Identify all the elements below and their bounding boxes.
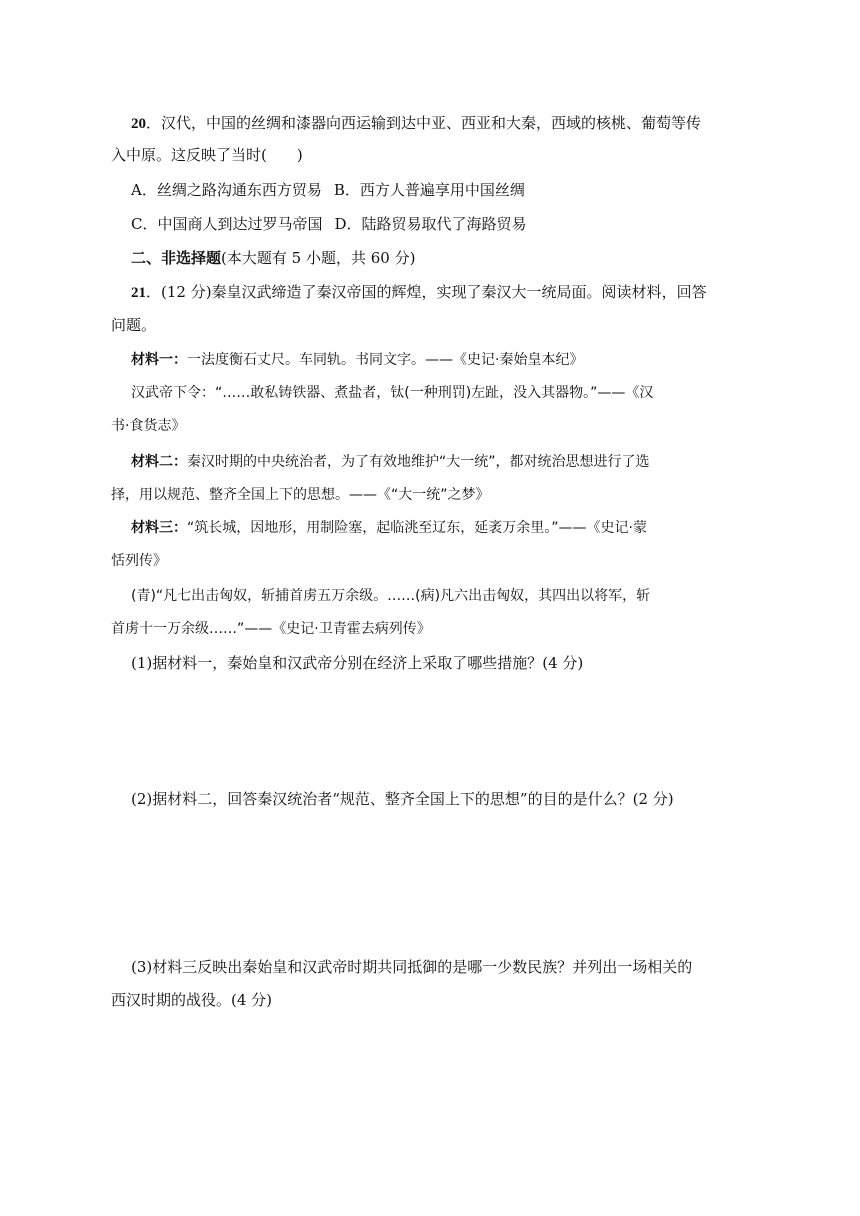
q21-sub3-line2: 西汉时期的战役。(4 分) — [111, 991, 273, 1009]
q20-stem-line1 — [131, 113, 701, 134]
material2-line1 — [131, 452, 650, 472]
q20-option-d: D．陆路贸易取代了海路贸易 — [334, 215, 527, 233]
q20-option-a: A．丝绸之路沟通东西方贸易 — [131, 181, 322, 199]
q20-options-row1 — [131, 180, 525, 200]
q20-option-c: C．中国商人到达过罗马帝国 — [131, 215, 323, 233]
q21-number: 21 — [131, 285, 146, 301]
q20-options-row2 — [131, 214, 527, 234]
material3b-line2: 首虏十一万余级……”——《史记·卫青霍去病列传》 — [111, 621, 431, 637]
q21-sub3-line1: (3)材料三反映出秦始皇和汉武帝时期共同抵御的是哪一少数民族？并列出一场相关的 — [131, 958, 693, 976]
material1b-line2: 书·食货志》 — [111, 418, 186, 434]
q21-stem-text: ．(12 分)秦皇汉武缔造了秦汉帝国的辉煌，实现了秦汉大一统局面。阅读材料，回答 — [146, 283, 707, 301]
q21-stem-line2: 问题。 — [111, 316, 157, 334]
material1-label: 材料一： — [131, 352, 187, 368]
material3-label: 材料三： — [131, 520, 187, 536]
material3-text-line1: “筑长城，因地形，用制险塞，起临洮至辽东，延袤万余里。”——《史记·蒙 — [187, 520, 647, 536]
q20-option-b: B．西方人普遍享用中国丝绸 — [333, 181, 525, 199]
section2-note: (本大题有 5 小题，共 60 分) — [221, 249, 416, 267]
q21-stem-line1 — [131, 282, 707, 303]
material1-text: 一法度衡石丈尺。车同轨。书同文字。——《史记·秦始皇本纪》 — [187, 352, 584, 368]
material1b-line1: 汉武帝下令：“……敢私铸铁器、煮盐者，钛(一种刑罚)左趾，没入其器物。”——《汉 — [131, 385, 654, 401]
material3-line1 — [131, 518, 647, 538]
material3b-line1: (青)“凡七出击匈奴，斩捕首虏五万余级。……(病)凡六出击匈奴，其四出以将军，斩 — [131, 588, 651, 604]
q21-sub1: (1)据材料一，秦始皇和汉武帝分别在经济上采取了哪些措施？(4 分) — [131, 654, 584, 672]
material2-text-line1: 秦汉时期的中央统治者，为了有效地维护“大一统”，都对统治思想进行了选 — [187, 454, 650, 470]
q21-sub2: (2)据材料二，回答秦汉统治者“规范、整齐全国上下的思想”的目的是什么？(2 分) — [131, 790, 674, 808]
material1 — [131, 350, 583, 370]
section2-title: 二、非选择题 — [131, 249, 222, 267]
material2-line2: 择，用以规范、整齐全国上下的思想。——《“大一统”之梦》 — [111, 487, 490, 503]
material2-label: 材料二： — [131, 454, 187, 470]
q20-stem-text: ．汉代，中国的丝绸和漆器向西运输到达中亚、西亚和大秦，西域的核桃、葡萄等传 — [146, 114, 702, 132]
q20-number: 20 — [131, 116, 146, 132]
section2-heading — [131, 248, 415, 268]
q20-stem-line2: 入中原。这反映了当时( ) — [111, 146, 303, 164]
material3-line2: 恬列传》 — [111, 553, 167, 569]
